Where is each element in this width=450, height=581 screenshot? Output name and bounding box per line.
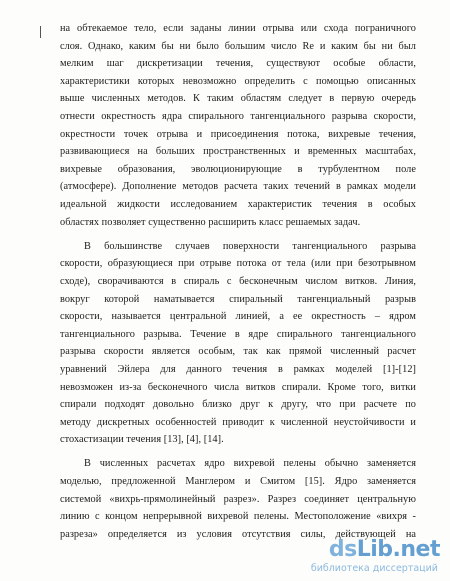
text-line: линию с концом непрерывной вихревой пелены. Местоположение «вихря - (60, 511, 416, 523)
text-line: (атмосфере). Дополнение методов расчета таких течений в рамках модели (60, 181, 416, 193)
text-line: скорости, называется центральной линией, а ее окрестность – ядром (60, 311, 416, 323)
text-line: моделью, предложенной Манглером и Смитом [15]. Ядро заменяется (60, 476, 416, 487)
watermark-logo (329, 537, 440, 562)
text-line: В большинстве случаев поверхности тангенциального разрыва (84, 240, 416, 252)
text-line: разреза» определяется из условия отсутствия силы, действующей на (60, 528, 416, 540)
text-line: окрестности точек отрыва и присоединения потока, вихревые течения, (60, 128, 416, 140)
text-line: вокруг которой наматывается спиральный тангенциальный разрыв (60, 293, 416, 305)
text-line: методу дискретных особенностей приводит к численной неустойчивости и (60, 416, 416, 428)
text-line: системой «вихрь-прямолинейный разрез». Разрез соединяет центральную (60, 493, 416, 505)
text-line: вихревые образования, эволюционирующие в турбулентном поле (60, 163, 416, 175)
text-line: идеальной жидкости исследованием характеристик течения в особых (60, 199, 416, 210)
text-line: развивающиеся на больших пространственных и временных масштабах, (60, 146, 416, 158)
text-line: скорости, образующиеся при отрыве потока от тела (или при безотрывном (60, 258, 416, 270)
text-line: характеристики которых невозможно определить с помощью описанных (60, 75, 416, 87)
text-line: разрыва скорости является особым, так как прямой численный расчет (60, 346, 416, 358)
text-line: областях позволяет существенно расширить класс решаемых задач. (60, 216, 361, 228)
text-line: отнести окрестность ядра спирального тангенциального разрыва скорости, (60, 111, 416, 122)
margin-mark (40, 26, 41, 38)
text-line: спирали подходят довольно близко друг к другу, что при расчете по (60, 399, 416, 411)
watermark-subtitle: библиотека диссертаций (310, 563, 438, 574)
text-line: слоя. Однако, каким бы ни было большим число Re и каким бы ни был (60, 40, 416, 52)
text-line: тангенциального разрыва. Течение в ядре спирального тангенциального (60, 328, 416, 340)
watermark (310, 537, 440, 575)
text-line: стохастизации течения [13], [4], [14]. (60, 434, 224, 446)
text-line: В численных расчетах ядро вихревой пелены обычно заменяется (84, 458, 416, 470)
text-line: сходе), сворачиваются в спираль с бесконечным числом витков. Линия, (60, 275, 416, 287)
watermark-logo-ds: ds (328, 537, 357, 562)
text-line: уравнений Эйлера для данного течения в рамках моделей [1]-[12] (60, 363, 416, 375)
text-line: невозможен из-за бесконечного числа витков спирали. Кроме того, витки (60, 381, 416, 393)
text-line: на обтекаемое тело, если заданы линии отрыва или схода пограничного (60, 23, 416, 34)
text-line: выше численных методов. К таким областям следует в первую очередь (60, 93, 416, 105)
text-line: мелким шаг дискретизации течения, существуют особые области, (60, 58, 416, 70)
watermark-logo-lib: Lib.net (356, 537, 440, 562)
